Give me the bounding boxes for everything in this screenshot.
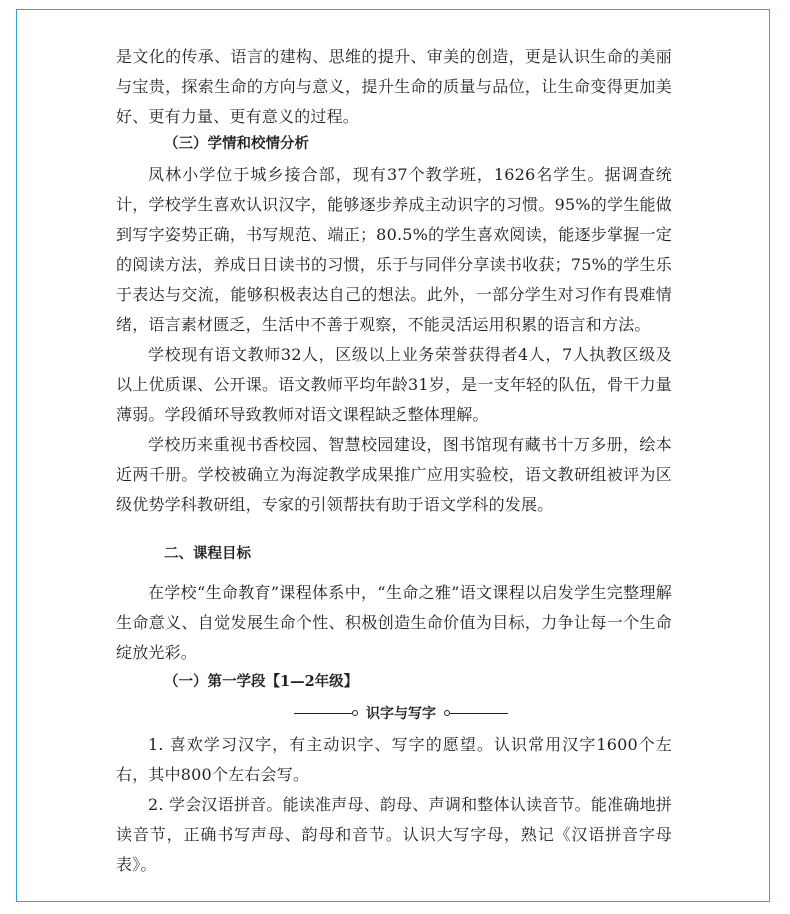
list-item-1: 1. 喜欢学习汉字，有主动识字、写字的愿望。认识常用汉字1600个左右，其中800个左右会写。	[116, 735, 672, 784]
goals-paragraph: 在学校“生命教育”课程体系中，“生命之雅”语文课程以启发学生完整理解生命意义、自觉发展生命个性、积极创造生命价值为目标，力争让每一个生命绽放光彩。	[116, 583, 672, 662]
stage-label: （一）第一学段	[164, 674, 266, 690]
school-paragraph-3: 学校历来重视书香校园、智慧校园建设，图书馆现有藏书十万多册，绘本近两千册。学校被确立为海淀教学成果推广应用实验校，语文教研组被评为区级优势学科教研组，专家的引领帮扶有助于语文学科的发展。	[116, 435, 672, 514]
section-heading-student-school-analysis: （三）学情和校情分析	[164, 136, 309, 152]
divider-label: 识字与写字	[366, 706, 436, 722]
divider-line-right	[450, 713, 508, 714]
intro-paragraph: 是文化的传承、语言的建构、思维的提升、审美的创造，更是认识生命的美丽与宝贵，探索生命的方向与意义，提升生命的质量与品位，让生命变得更加美好、更有力量、更有意义的过程。	[116, 47, 672, 126]
list-item-2: 2. 学会汉语拼音。能读准声母、韵母、声调和整体认读音节。能准确地拼读音节，正确书写声母、韵母和音节。认识大写字母，熟记《汉语拼音字母表》。	[116, 795, 672, 874]
divider-dot-left-icon	[352, 710, 358, 716]
section-divider	[281, 700, 521, 726]
stage-heading	[164, 669, 358, 695]
stage-grade: 【1—2年级】	[265, 673, 359, 690]
school-paragraph-2: 学校现有语文教师32人，区级以上业务荣誉获得者4人，7人执教区级及以上优质课、公开课。语文教师平均年龄31岁，是一支年轻的队伍，骨干力量薄弱。学段循环导致教师对语文课程缺乏整体理解。	[116, 345, 672, 424]
chapter-heading-course-goals: 二、课程目标	[164, 546, 251, 562]
school-paragraph-1: 凤林小学位于城乡接合部，现有37个教学班，1626名学生。据调查统计，学校学生喜欢认识汉字，能够逐步养成主动识字的习惯。95%的学生能做到写字姿势正确，书写规范、端正；80.5%的学生喜欢阅读，能逐步掌握一定的阅读方法，养成日日读书的习惯，乐于与同伴分享读书收获；75%的学生乐于表达与交流，能够积极表达自己的想法。此外，一部分学生对习作有畏难情绪，语言素材匮乏，生活中不善于观察，不能灵活运用积累的语言和方法。	[116, 165, 672, 334]
divider-line-left	[294, 713, 352, 714]
